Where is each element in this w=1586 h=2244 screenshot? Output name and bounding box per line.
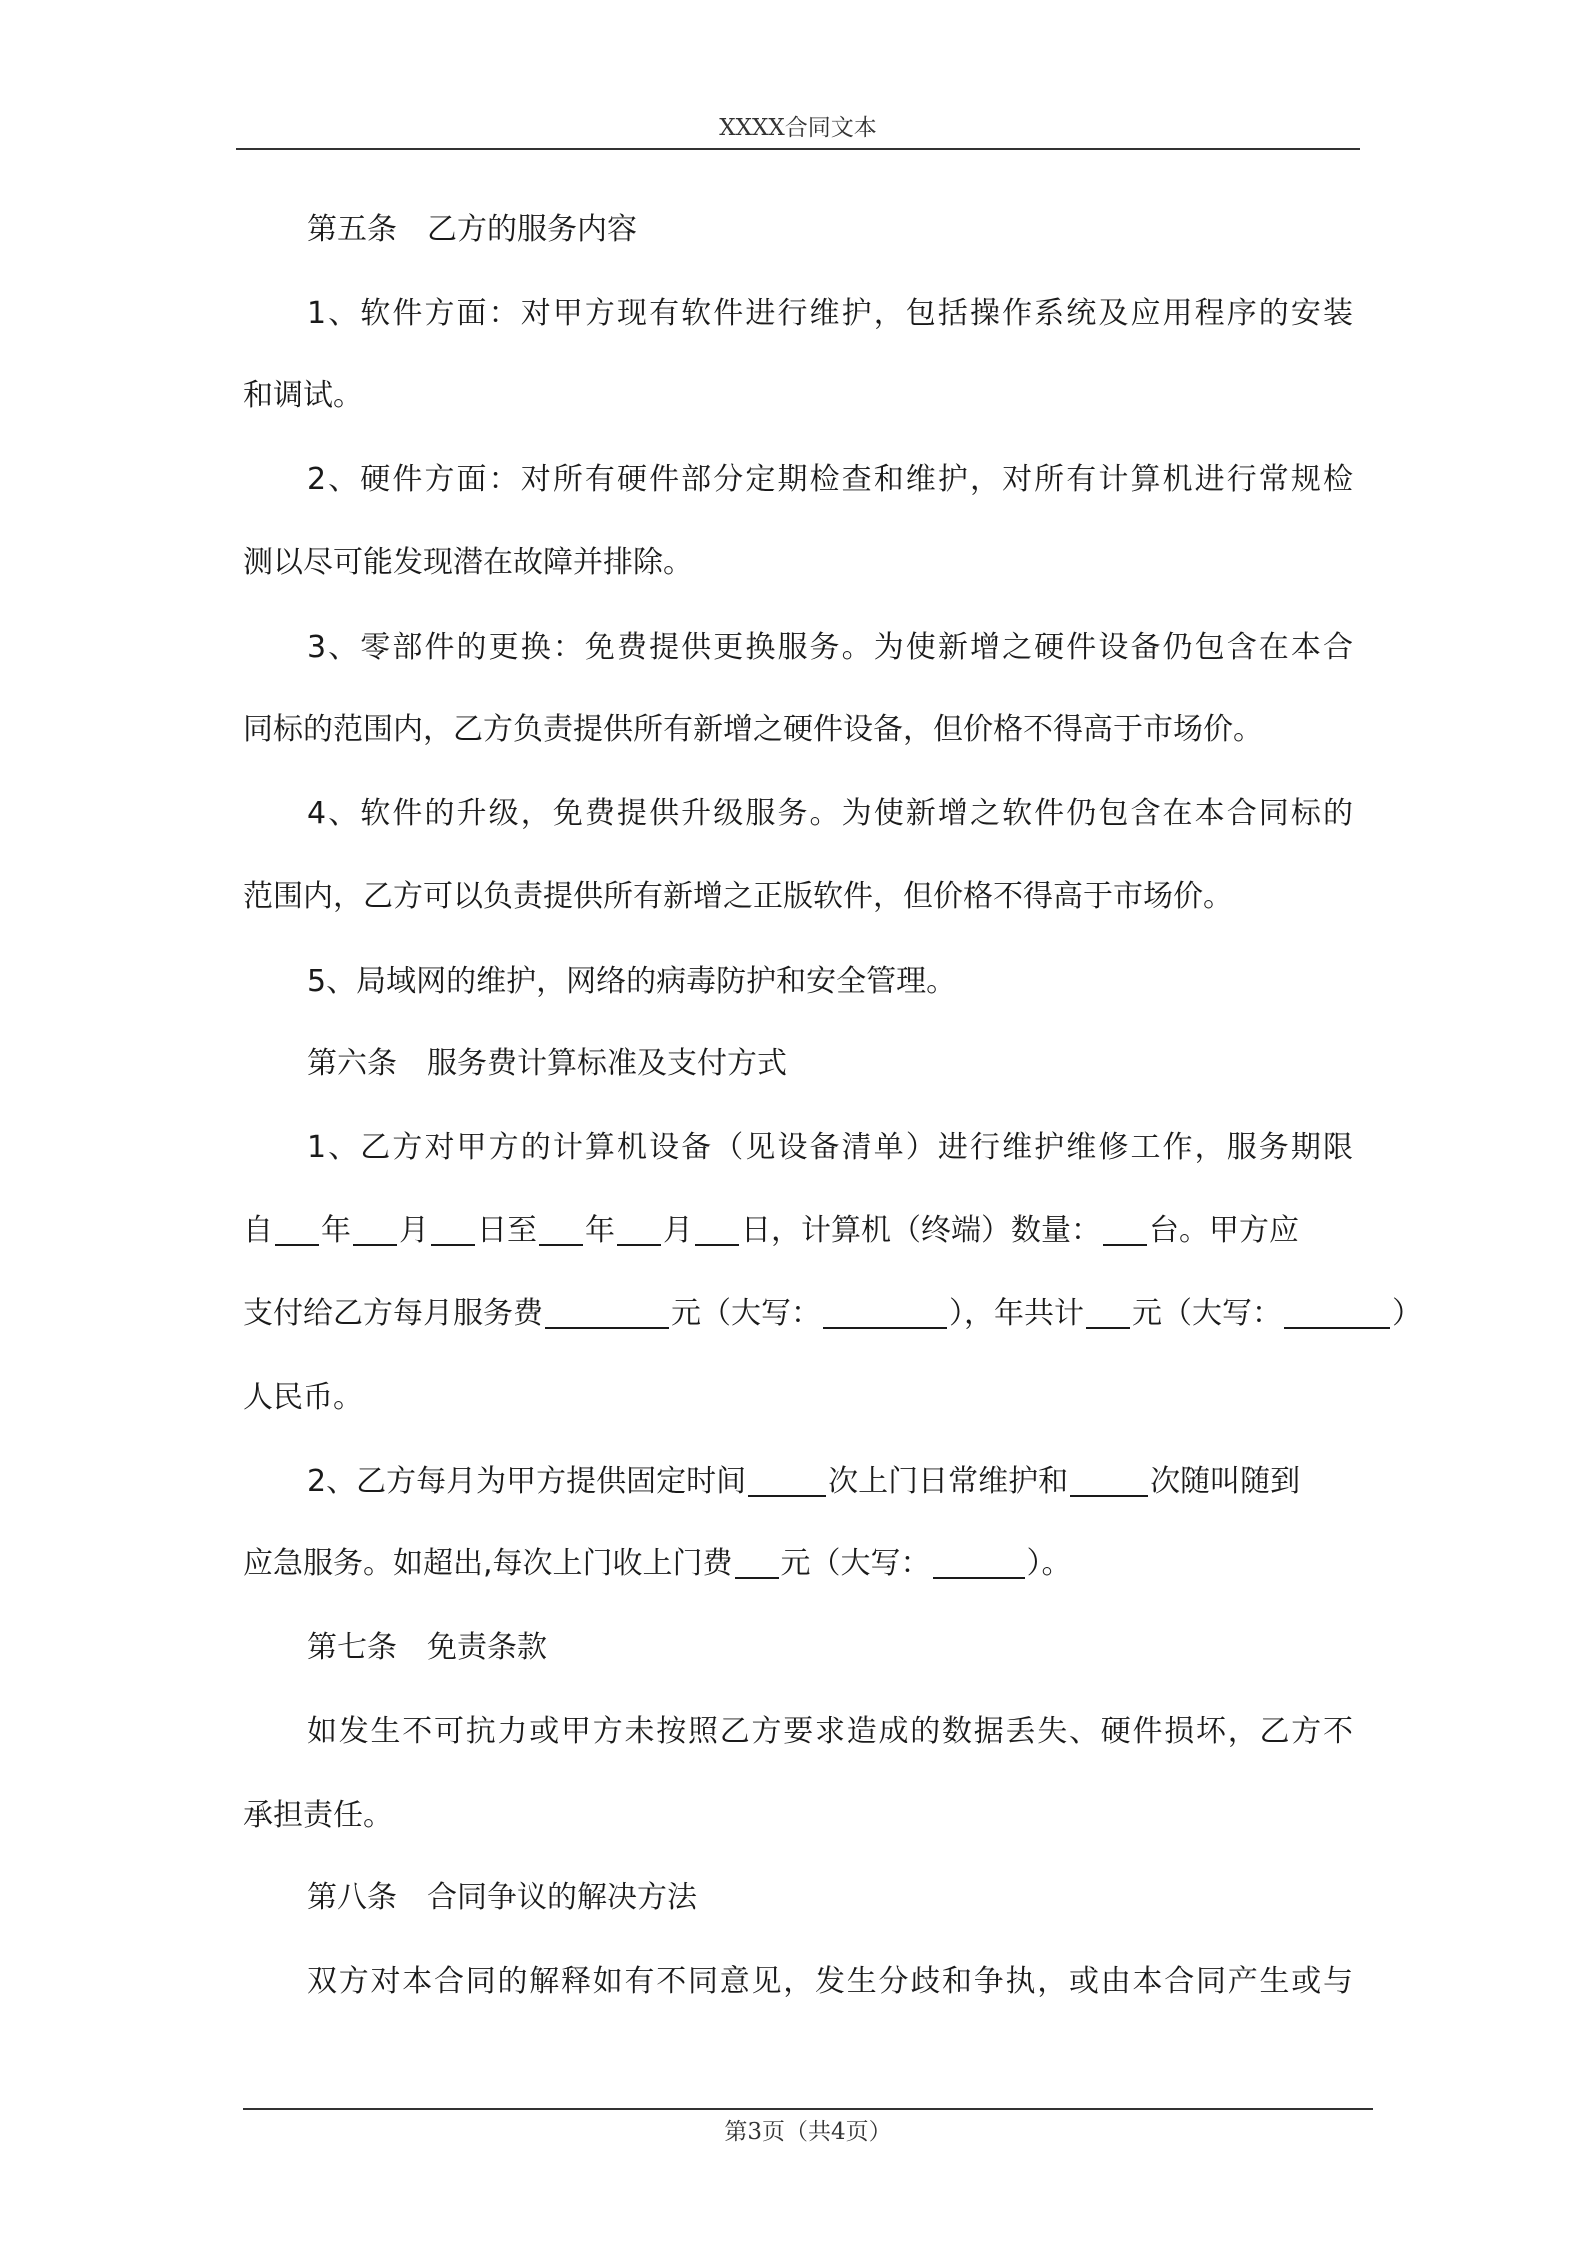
urgent-service-line: 应急服务。如超出,每次上门收上门费 元（大写： ）。 — [243, 1546, 1072, 1581]
article-5-heading: 第五条 乙方的服务内容 — [307, 212, 637, 247]
end-month-blank[interactable] — [617, 1214, 661, 1246]
start-year-blank[interactable] — [275, 1214, 319, 1246]
article-5-item-3-line-1: 3、零部件的更换：免费提供更换服务。为使新增之硬件设备仍包含在本合 — [307, 630, 1353, 665]
annual-fee-words-blank[interactable] — [1284, 1297, 1390, 1329]
terminal-count-blank[interactable] — [1103, 1214, 1147, 1246]
article-5-item-4-line-2: 范围内，乙方可以负责提供所有新增之正版软件，但价格不得高于市场价。 — [243, 879, 1233, 914]
monthly-fee-line: 支付给乙方每月服务费 元（大写： ），年共计 元（大写： ） — [243, 1296, 1422, 1331]
routine-visits-blank[interactable] — [748, 1465, 826, 1497]
article-5-item-4-line-1: 4、软件的升级，免费提供升级服务。为使新增之软件仍包含在本合同标的 — [307, 796, 1353, 831]
article-8-heading: 第八条 合同争议的解决方法 — [307, 1880, 697, 1915]
article-7-heading: 第七条 免责条款 — [307, 1630, 547, 1665]
article-5-item-1-line-2: 和调试。 — [243, 378, 363, 413]
end-day-blank[interactable] — [695, 1214, 739, 1246]
page-footer — [243, 2112, 1373, 2152]
article-6-item-1-line-1: 1、乙方对甲方的计算机设备（见设备清单）进行维护维修工作，服务期限 — [307, 1130, 1353, 1165]
page-number: 第3页（共4页） — [724, 2119, 892, 2145]
start-month-blank[interactable] — [353, 1214, 397, 1246]
visit-fee-words-blank[interactable] — [933, 1547, 1025, 1579]
article-5-item-2-line-1: 2、硬件方面：对所有硬件部分定期检查和维护，对所有计算机进行常规检 — [307, 462, 1353, 497]
article-8-body-line-1: 双方对本合同的解释如有不同意见，发生分歧和争执，或由本合同产生或与 — [307, 1964, 1353, 1999]
end-year-blank[interactable] — [539, 1214, 583, 1246]
article-5-item-5: 5、局域网的维护，网络的病毒防护和安全管理。 — [307, 964, 957, 999]
annual-fee-blank[interactable] — [1086, 1297, 1130, 1329]
visits-line: 2、乙方每月为甲方提供固定时间 次上门日常维护和 次随叫随到 — [307, 1464, 1301, 1499]
visit-fee-blank[interactable] — [735, 1547, 779, 1579]
header-title: XXXX合同文本 — [719, 115, 877, 141]
article-5-item-1-line-1: 1、软件方面：对甲方现有软件进行维护，包括操作系统及应用程序的安装 — [307, 296, 1353, 331]
article-7-body-line-2: 承担责任。 — [243, 1798, 393, 1833]
page-header — [236, 108, 1360, 150]
article-6-item-1-line-4: 人民币。 — [243, 1380, 363, 1415]
article-5-item-2-line-2: 测以尽可能发现潜在故障并排除。 — [243, 545, 693, 580]
article-6-heading: 第六条 服务费计算标准及支付方式 — [307, 1046, 787, 1081]
start-day-blank[interactable] — [431, 1214, 475, 1246]
article-5-item-3-line-2: 同标的范围内，乙方负责提供所有新增之硬件设备，但价格不得高于市场价。 — [243, 712, 1263, 747]
on-call-visits-blank[interactable] — [1070, 1465, 1148, 1497]
article-7-body-line-1: 如发生不可抗力或甲方未按照乙方要求造成的数据丢失、硬件损坏，乙方不 — [307, 1714, 1353, 1749]
service-period-line: 自 年 月 日至 年 月 日，计算机（终端）数量： 台。甲方应 — [243, 1213, 1299, 1248]
footer-divider — [243, 2108, 1373, 2110]
monthly-fee-blank[interactable] — [545, 1297, 669, 1329]
monthly-fee-words-blank[interactable] — [823, 1297, 947, 1329]
